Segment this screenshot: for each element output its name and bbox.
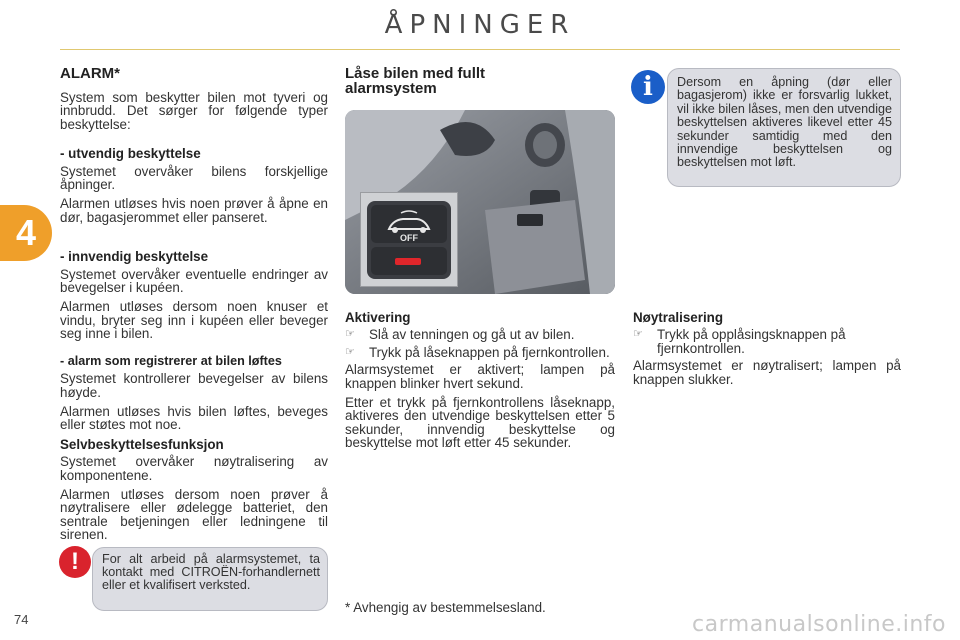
- activation-step-1-text: Slå av tenningen og gå ut av bilen.: [369, 327, 575, 343]
- alarm-button-illustration: [361, 193, 457, 286]
- alarm-intro: System som beskytter bilen mot tyveri og innbrudd. Det sørger for følgende typer beskyttelse:: [60, 90, 328, 132]
- warning-note: [92, 547, 328, 611]
- off-label: OFF: [400, 233, 418, 243]
- activation-step-2-text: Trykk på låseknappen på fjernkontrollen.: [369, 344, 610, 360]
- neutralisation-step-1: [633, 328, 901, 355]
- external-protection-text-2: Alarmen utløses hvis noen prøver å åpne en dør, bagasjerommet eller panseret.: [60, 196, 328, 225]
- lift-protection-text-2: Alarmen utløses hvis bilen løftes, beveges eller støtes mot noe.: [60, 403, 328, 433]
- info-note-text: Dersom en åpning (dør eller bagasjerom) ikke er forsvarlig lukket, vil ikke bilen låses, men den utvendige beskyttelsen aktiveres likevel etter 45 sekunder samtidig med den innvendige beskyttelsen og beskyttelsen mot løft.: [677, 75, 892, 170]
- watermark: carmanualsonline.info: [692, 612, 946, 637]
- right-arrow-icon: ☞: [345, 328, 355, 341]
- neutralisation-step-1-text: Trykk på opplåsingsknappen på fjernkontrollen.: [657, 327, 846, 356]
- self-protection-text-1: Systemet overvåker nøytralisering av komponentene.: [60, 454, 328, 483]
- alarm-button-closeup: [360, 192, 458, 287]
- column-activation: [345, 309, 615, 456]
- heading-internal-protection: - innvendig beskyttelse: [60, 249, 209, 265]
- section-title-locking: Låse bilen med fullt alarmsystem: [345, 65, 486, 97]
- header-divider: [60, 49, 900, 50]
- chapter-tab: [0, 205, 52, 261]
- info-note: [667, 68, 901, 187]
- section-title-alarm: ALARM*: [60, 65, 120, 82]
- self-protection-text-2: Alarmen utløses dersom noen prøver å nøytralisere eller ødelegge batteriet, den sentrale betjeningen eller ledningene til sirenen.: [60, 486, 328, 543]
- internal-protection-text-2: Alarmen utløses dersom noen knuser et vindu, bryter seg inn i kupéen eller beveger seg inne i bilen.: [60, 299, 328, 342]
- heading-external-protection: - utvendig beskyttelse: [60, 146, 201, 162]
- right-arrow-icon: ☞: [345, 345, 355, 358]
- column-neutralisation: [633, 309, 901, 392]
- internal-protection-text-1: Systemet overvåker eventuelle endringer av bevegelser i kupéen.: [60, 266, 328, 296]
- column-locking: [345, 66, 615, 106]
- heading-self-protection: Selvbeskyttelsesfunksjon: [60, 436, 224, 452]
- lift-protection-text-1: Systemet kontrollerer bevegelser av bilens høyde.: [60, 371, 328, 400]
- info-icon: i: [631, 70, 665, 104]
- activation-text-2: Etter et trykk på fjernkontrollens låseknapp, aktiveres den utvendige beskyttelsen etter 5 sekunder, innvendig beskyttelse og beskyttelse mot løft etter 45 sekunder.: [345, 395, 615, 451]
- page-number: 74: [14, 612, 29, 627]
- activation-step-1: [345, 328, 615, 341]
- activation-text-1: Alarmsystemet er aktivert; lampen på knappen blinker hvert sekund.: [345, 362, 615, 391]
- footnote: * Avhengig av bestemmelsesland.: [345, 600, 546, 615]
- exclamation-icon: !: [59, 546, 91, 578]
- external-protection-text-1: Systemet overvåker bilens forskjellige åpninger.: [60, 163, 328, 193]
- chapter-number: 4: [15, 212, 37, 253]
- neutralisation-text-1: Alarmsystemet er nøytralisert; lampen på knappen slukker.: [633, 358, 901, 387]
- heading-neutralisation: Nøytralisering: [633, 310, 724, 325]
- warning-note-text: For alt arbeid på alarmsystemet, ta kontakt med CITROËN-forhandlernett eller et kvalifisert verksted.: [102, 552, 320, 593]
- heading-lift-protection: - alarm som registrerer at bilen løftes: [60, 353, 282, 368]
- heading-activation: Aktivering: [345, 310, 411, 325]
- activation-step-2: [345, 346, 615, 359]
- page-title: ÅPNINGER: [384, 10, 576, 40]
- right-arrow-icon: ☞: [633, 328, 643, 341]
- column-alarm: [60, 66, 328, 548]
